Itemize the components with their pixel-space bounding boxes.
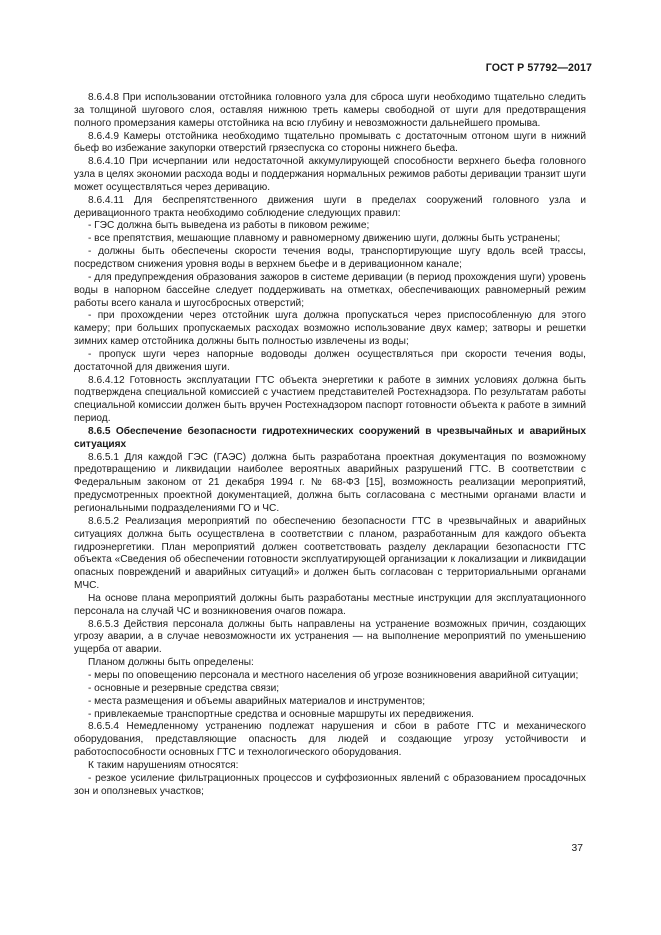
list-item: - привлекаемые транспортные средства и основные маршруты их передвижения. — [88, 708, 474, 720]
paragraph-8-6-4-8: 8.6.4.8 При использовании отстойника головного узла для сброса шуги необходимо тщательно следить за толщиной шугового слоя, оставляя нижнюю треть камеры свободной от шуги для предотвращения полного промерзания камеры отстойника на всю глубину и невозможности дальнейшего промыва. — [74, 92, 586, 129]
list-item: - места размещения и объемы аварийных материалов и инструментов; — [88, 695, 426, 707]
paragraph-8-6-4-10: 8.6.4.10 При исчерпании или недостаточной аккумулирующей способности верхнего бьефа головного узла в целях экономии расхода воды и поддержания нормальных режимов работы деривации транзит шуги может осуществляться через деривацию. — [74, 156, 586, 193]
paragraph-local-instructions: На основе плана мероприятий должны быть разработаны местные инструкции для эксплуатационного персонала на случай ЧС и возникновения очагов пожара. — [74, 592, 586, 617]
list-item: - пропуск шуги через напорные водоводы должен осуществляться при скорости течения воды, достаточной для движения шуги. — [74, 348, 586, 373]
list-item: - при прохождении через отстойник шуга должна пропускаться через приспособленную для этого камеру; при больших пропускаемых расходах возможно использование двух камер; затворы и решетки зимних камер отстойника должны быть полностью извлечены из воды; — [74, 310, 586, 348]
list-item: - ГЭС должна быть выведена из работы в пиковом режиме; — [88, 220, 370, 232]
paragraph-8-6-4-11: 8.6.4.11 Для беспрепятственного движения шуги в пределах сооружений головного узла и деривационного тракта необходимо соблюдение следующих правил: — [74, 194, 586, 219]
paragraph-violations-intro: К таким нарушениям относятся: — [88, 759, 239, 771]
document-body — [74, 92, 586, 798]
list-item: - меры по оповещению персонала и местного населения об угрозе возникновения аварийной ситуации; — [88, 669, 579, 681]
paragraph-8-6-4-9: 8.6.4.9 Камеры отстойника необходимо тщательно промывать с достаточным отгоном шуги в нижний бьеф во избежание закупорки отверстий грязеспуска со стороны нижнего бьефа. — [74, 130, 586, 155]
document-code-header: ГОСТ Р 57792—2017 — [485, 62, 592, 74]
paragraph-8-6-5-3: 8.6.5.3 Действия персонала должны быть направлены на устранение возможных причин, создающих угрозу аварии, а в случае невозможности их устранения — на выполнение мероприятий по уменьшению ущерба от аварии. — [74, 618, 586, 656]
page-number: 37 — [571, 843, 583, 854]
list-item: - все препятствия, мешающие плавному и равномерному движению шуги, должны быть устранены; — [88, 233, 561, 245]
paragraph-8-6-5-4: 8.6.5.4 Немедленному устранению подлежат нарушения и сбои в работе ГТС и механического оборудования, представляющие опасность для людей и создающие угрозу устойчивости и работоспособности основных ГТС и технологического оборудования. — [74, 721, 586, 759]
section-heading-8-6-5: 8.6.5 Обеспечение безопасности гидротехнических сооружений в чрезвычайных и аварийных ситуациях — [74, 425, 586, 450]
list-item: - для предупреждения образования зажоров в системе деривации (в период прохождения шуги) уровень воды в напорном бассейне следует поддерживать на отметках, обеспечивающих равномерный режим работы всего канала и шугосбросных отверстий; — [74, 271, 586, 309]
list-item: - должны быть обеспечены скорости течения воды, транспортирующие шугу вдоль всей трассы, посредством снижения уровня воды в верхнем бьефе и в деривационном канале; — [74, 246, 586, 270]
list-item: - основные и резервные средства связи; — [88, 682, 280, 694]
list-item: - резкое усиление фильтрационных процессов и суффозионных явлений с образованием просадочных зон и оползневых участков; — [74, 772, 586, 797]
paragraph-8-6-5-1: 8.6.5.1 Для каждой ГЭС (ГАЭС) должна быть разработана проектная документация по возможному предотвращению и ликвидации наиболее вероятных аварийных разрушений ГТС. В соответствии с Федеральным законом от 21 декабря 1994 г. № 68-ФЗ [15], возможность реализации мероприятий, предусмотренных проектной документацией, должна быть согласована с местными органами власти и региональными подразделениями ГО и ЧС. — [74, 451, 586, 514]
paragraph-8-6-5-2: 8.6.5.2 Реализация мероприятий по обеспечению безопасности ГТС в чрезвычайных и аварийных ситуациях должна быть осуществлена в соответствии с планом, разработанным для каждого объекта гидроэнергетики. План мероприятий должен соответствовать разделу декларации безопасности ГТС объекта «Сведения об обеспечении готовности эксплуатирующей организации к локализации и ликвидации опасных повреждений и аварийных ситуаций» и должен быть согласован с территориальными органами МЧС. — [74, 515, 586, 592]
paragraph-plan-intro: Планом должны быть определены: — [88, 657, 254, 669]
paragraph-8-6-4-12: 8.6.4.12 Готовность эксплуатации ГТС объекта энергетики к работе в зимних условиях должна быть подтверждена специальной комиссией с участием представителей Ростехнадзора. По результатам работы специальной комиссии должен быть вручен Ростехнадзором паспорт готовности объекта к работе в зимний период. — [74, 374, 586, 425]
